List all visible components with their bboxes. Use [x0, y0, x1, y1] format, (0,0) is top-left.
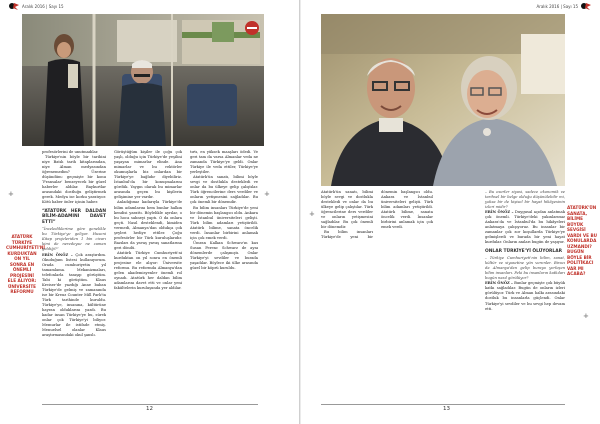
right-page — [301, 0, 600, 424]
interview-question: – Türkiye Cumhuriyeti'nin bilim, sanat, kültür ve siyasetine yön verenler. Birazı da Almanya'dan gelip buraya yerleşen bilim insanları. Peki bu insanların katkıları bugün nasıl görülüyor? — [485, 256, 565, 281]
page-header: Aralık 2016 | Sayı 15 — [22, 4, 64, 9]
paragraph: Bunlar geçmişte çok büyük katkı sağladılar. Bugün de onların izleri görülüyor. Türk ve Alman halkı arasındaki dostluk bu insanlarla güçlendi. Onlar Türkiye'yi sevdiler ve bu sevgi hep devam etti. — [485, 281, 565, 311]
magazine-logo-icon — [580, 1, 592, 11]
right-sidebar-heading: ATATÜRK'ÜN SANATA, BİLİME BÜYÜK SEVGİSİ VARDI VE BU KONULARDA UZMANDI? BUGÜN BÖYLE BİR POLİTİKACI VAR MI ACABA? — [567, 205, 598, 276]
paragraph: Atatürk Türkiye Cumhuriyeti'ni kurduktan on yıl sonra en önemli projesine ele alıyor: Üniversite reformu. Bu reformda Almanya'dan gelen akademisyenler önemli rol oynadı. Atatürk her daldan bilim adamlarını davet etti ve onlar yeni fakültelerin kuruluşunda yer aldılar. — [114, 250, 182, 291]
plus-mark-icon: + — [8, 190, 14, 198]
paragraph: Atatürk'ün sanatı, bilimi böyle sevgi ve dostlukla destekledi ve onlar da bu ülkeye gelip çalıştılar. Türk öğrencilerine ders verdiler ve onların yetişmesini sağladılar. Bu çok önemli bir dönemdir. — [190, 175, 258, 205]
left-column-2 — [114, 150, 182, 291]
plus-mark-icon: + — [264, 190, 270, 198]
plus-mark-icon: + — [583, 312, 589, 320]
section-heading: ONLAR TÜRKİYE'Yİ ÖLÜYORLAR — [485, 248, 563, 254]
bus-photo — [22, 14, 264, 146]
paragraph: tırtı, en yüksek maaşları ödedi. Ve geri tam da varsa Almanlar veda ne zamanda Türkiye'ye geldi. Onlar Türkiye ile veda ettiler, Türkiye'ye yerleştiler. — [190, 150, 258, 175]
paragraph: Görüştüğüm kişiler ile çoğu çok yaşlı, olduğu için Türkiye'de yeşilini yaşayan mimarlar elinde. Ana mimarlar ve bu rektörler okumuşlarla biz onlardan bir Türkiye'ye bağlıdır diyebiliriz. İstanbul'da bir konuşmalarını gördük. Yaygın olarak bu mimarlar arasında geçen bu kişilerin gelişimine yer vardır. — [114, 150, 182, 200]
left-sidebar-heading: ATATÜRK TÜRKİYE CUMHURİYETİ'Nİ KURDUKTAN ON YIL SONRA EN ÖNEMLİ PROJESİNİ ELE ALIYOR: ÜNİVERSİTE REFORMU — [6, 234, 45, 294]
couple-portrait-image — [321, 14, 565, 186]
couple-photo — [321, 14, 565, 186]
paragraph: Duygusal açıdan anlatmak çok önemli. Türkiye'deki yakınlarımız Ankara'da ve İstanbul'da bu hikâyeleri anlatmaya çalışıyoruz. Bu insanlar bir zamanlar çok zor koşullarda Türkiye'ye gelmişlerdi ve burada bir yeni hayat kurdular. Onların anıları bugün de yaşıyor. — [485, 210, 565, 245]
paragraph: Çok araştırdım. Okuduğum listesi kullanıyorum. Orada cumhuriyetin yıl tamamlama. Mekanizmaları, telefonlarla tanışıp görüştüm. Tabi ki görüştüm. Klaus Kreiser'de yazdığı Anne baban Türkiye'de gelmiş ve zamanında ise bir Kreuz Counter Mill Park'ta Türk tarihinde kuruldu. Türkiye'ye, insanına, kültürüne hayran olduklarını yazdı. Bu kadar insan Türkiye'ye bu, sürek onlar çok Türkiye'yi biliyor. Memurlar ile istifade etmiş. Menuelsel olanlar Klaus araştırmasındaki okul şanslı. — [42, 252, 106, 338]
paragraph: Anladığımız kadarıyla Türkiye'de bilim adamlarını hem bunlar halkın kendisi yarattı. Böylelikle ayrılar, o bu hoca sahneyi yaptı. O da onlara geçti. Nasıl desteklendi, kimiden vermedi, Almanya'dan oldukça çok şeyleri hediye ettiler. Çoğu profesörler bir Türk kuruluşlarıdır. Bazıları da yavaş yavaş sanatlarına geri döndü. — [114, 200, 182, 250]
paragraph: Bu bilim insanları Türkiye'de yeni bir dönemin başlangıcı oldu. Ankara ve İstanbul üniversiteleri gelişti. Türk bilim adamları yetiştirildi. Atatürk bilime, sanata öncelik verdi. İnsanlar birbirini anlamak için çok emek verdi. — [190, 205, 258, 240]
page-number: 12 — [146, 406, 153, 412]
paragraph: Atatürk'ün sanatı, bilimi böyle sevgi ve dostlukla destekledi ve onlar da bu ülkeye gelip çalıştılar. Türk öğrencilerine ders verdiler ve onların yetişmesini sağladılar. Bu çok önemli bir dönemdir. — [321, 190, 373, 230]
left-column-3 — [190, 150, 258, 271]
footer-rule — [321, 404, 565, 405]
paragraph: Bu bilim insanları Türkiye'de yeni bir dönemin başlangıcı oldu. Ankara ve İstanbul üniversiteleri gelişti. Türk bilim adamları yetiştirildi. Atatürk bilime, sanata öncelik verdi. İnsanlar birbirini anlamak için çok emek verdi. — [321, 190, 433, 240]
bus-interior-image — [22, 14, 264, 146]
right-continued-columns — [321, 190, 433, 240]
section-heading: “ATATÜRK HER DALDAN BİLİM-ADAMINI DAVET ETTİ” — [42, 208, 106, 225]
speaker-label: ERİN ÖNÖZ – — [485, 210, 514, 215]
plus-mark-icon: + — [309, 210, 315, 218]
right-column-interview — [485, 190, 565, 312]
paragraph: Türkiye'nin böyle bir tarihini niye Batılı tarih kitaplarından, niye Alman medyasından öğrenemedim? Üzerine düşündüm: geçmişte bir konu ‘Fransalar’ benzeyecek bir güzel haberler aldılar. Baykurtlar arasındaki dostluğu geliştirmek gerek. Medya ise korku yaratıyor. Kötü haber önler içinin haber. — [42, 155, 106, 205]
magazine-logo-icon — [8, 1, 20, 11]
page-header: Aralık 2016 | Sayı 15 — [536, 4, 578, 9]
footer-rule — [42, 404, 258, 405]
interview-question: – Bu eserler siyasi, sadece ekonomik ve tarihsel bir belge olduğu düşünülebilir mi, yoksa bir de kişisel bir hayat hikâyesinin izleri midir? — [485, 190, 565, 210]
paragraph: profesörlerini de unutmadılar. — [42, 150, 99, 154]
page-number: 13 — [443, 406, 450, 412]
speaker-label: ERİN ÖNÖZ – — [42, 252, 73, 257]
speaker-label: ERİN ÖNÖZ – — [485, 281, 513, 286]
left-column-1 — [42, 150, 106, 338]
interview-question: “İncelediklerime göre genelikle bu Türkiye'ye geliyor. Huseni Kitap projeleriden 1 bin civarı kimi de neredeyse ne zaman geldiği?” — [42, 227, 106, 252]
paragraph: Ümran Kalkan Schwarz'ın kızı Susan Ferenc Schwarz de aynı dönemlerde çalışmıştı. Onlar Türkiye'yi sevdiler ve burada yaşadılar. Böylece iki ülke arasında güzel bir köprü kuruldu. — [190, 240, 258, 271]
